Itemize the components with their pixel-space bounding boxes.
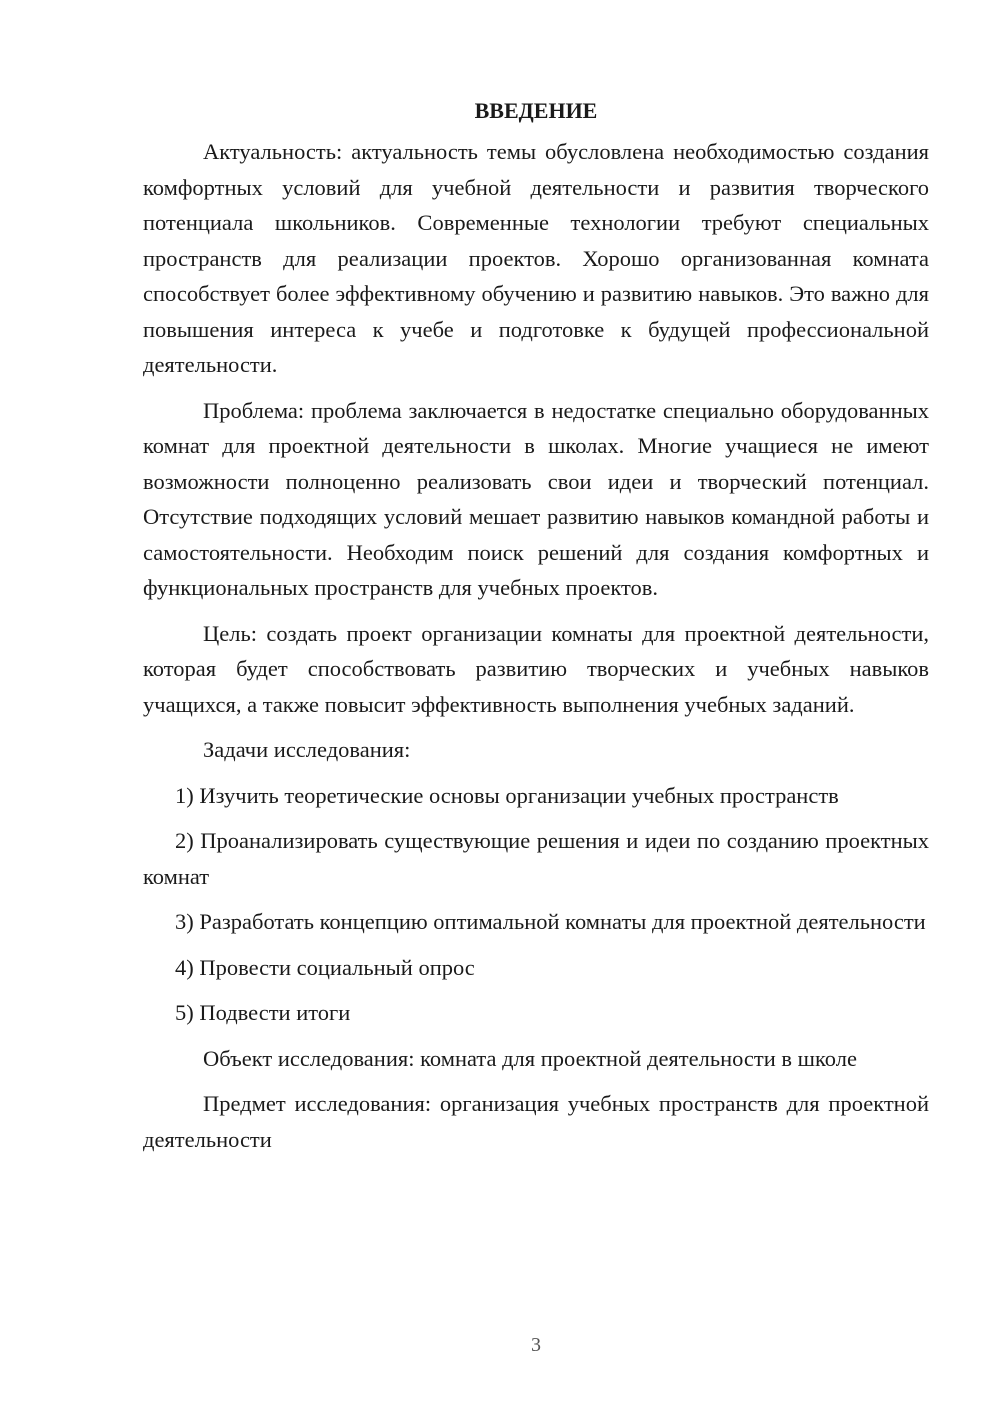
research-subject: Предмет исследования: организация учебных пространств для проектной деятельности [143, 1091, 929, 1152]
task-item-5: 5) Подвести итоги [175, 1000, 351, 1025]
paragraph-goal: Цель: создать проект организации комнаты для проектной деятельности, которая будет способствовать развитию творческих и учебных навыков учащихся, а также повысит эффективность выполнения учебных заданий. [143, 620, 929, 717]
research-object: Объект исследования: комната для проектной деятельности в школе [203, 1045, 857, 1071]
task-item-1: 1) Изучить теоретические основы организации учебных пространств [175, 782, 839, 808]
document-page [143, 96, 929, 1167]
task-item-4: 4) Провести социальный опрос [175, 954, 475, 980]
page-number: 3 [531, 1334, 541, 1356]
task-item-2: 2) Проанализировать существующие решения и идеи по созданию проектных комнат [143, 828, 929, 889]
paragraph-problem: Проблема: проблема заключается в недостатке специально оборудованных комнат для проектной деятельности в школах. Многие учащиеся не имеют возможности полноценно реализовать свои идеи и творческий потенциал. Отсутствие подходящих условий мешает развитию навыков командной работы и самостоятельности. Необходим поиск решений для создания комфортных и функциональных пространств для учебных проектов. [143, 397, 929, 600]
task-item-3: 3) Разработать концепцию оптимальной комнаты для проектной деятельности [175, 909, 926, 934]
tasks-heading: Задачи исследования: [203, 737, 411, 762]
document-title: ВВЕДЕНИЕ [474, 98, 598, 123]
paragraph-relevance: Актуальность: актуальность темы обусловлена необходимостью создания комфортных условий для учебной деятельности и развития творческого потенциала школьников. Современные технологии требуют специальных пространств для реализации проектов. Хорошо организованная комната способствует более эффективному обучению и развитию навыков. Это важно для повышения интереса к учебе и подготовке к будущей профессиональной деятельности. [143, 139, 929, 377]
